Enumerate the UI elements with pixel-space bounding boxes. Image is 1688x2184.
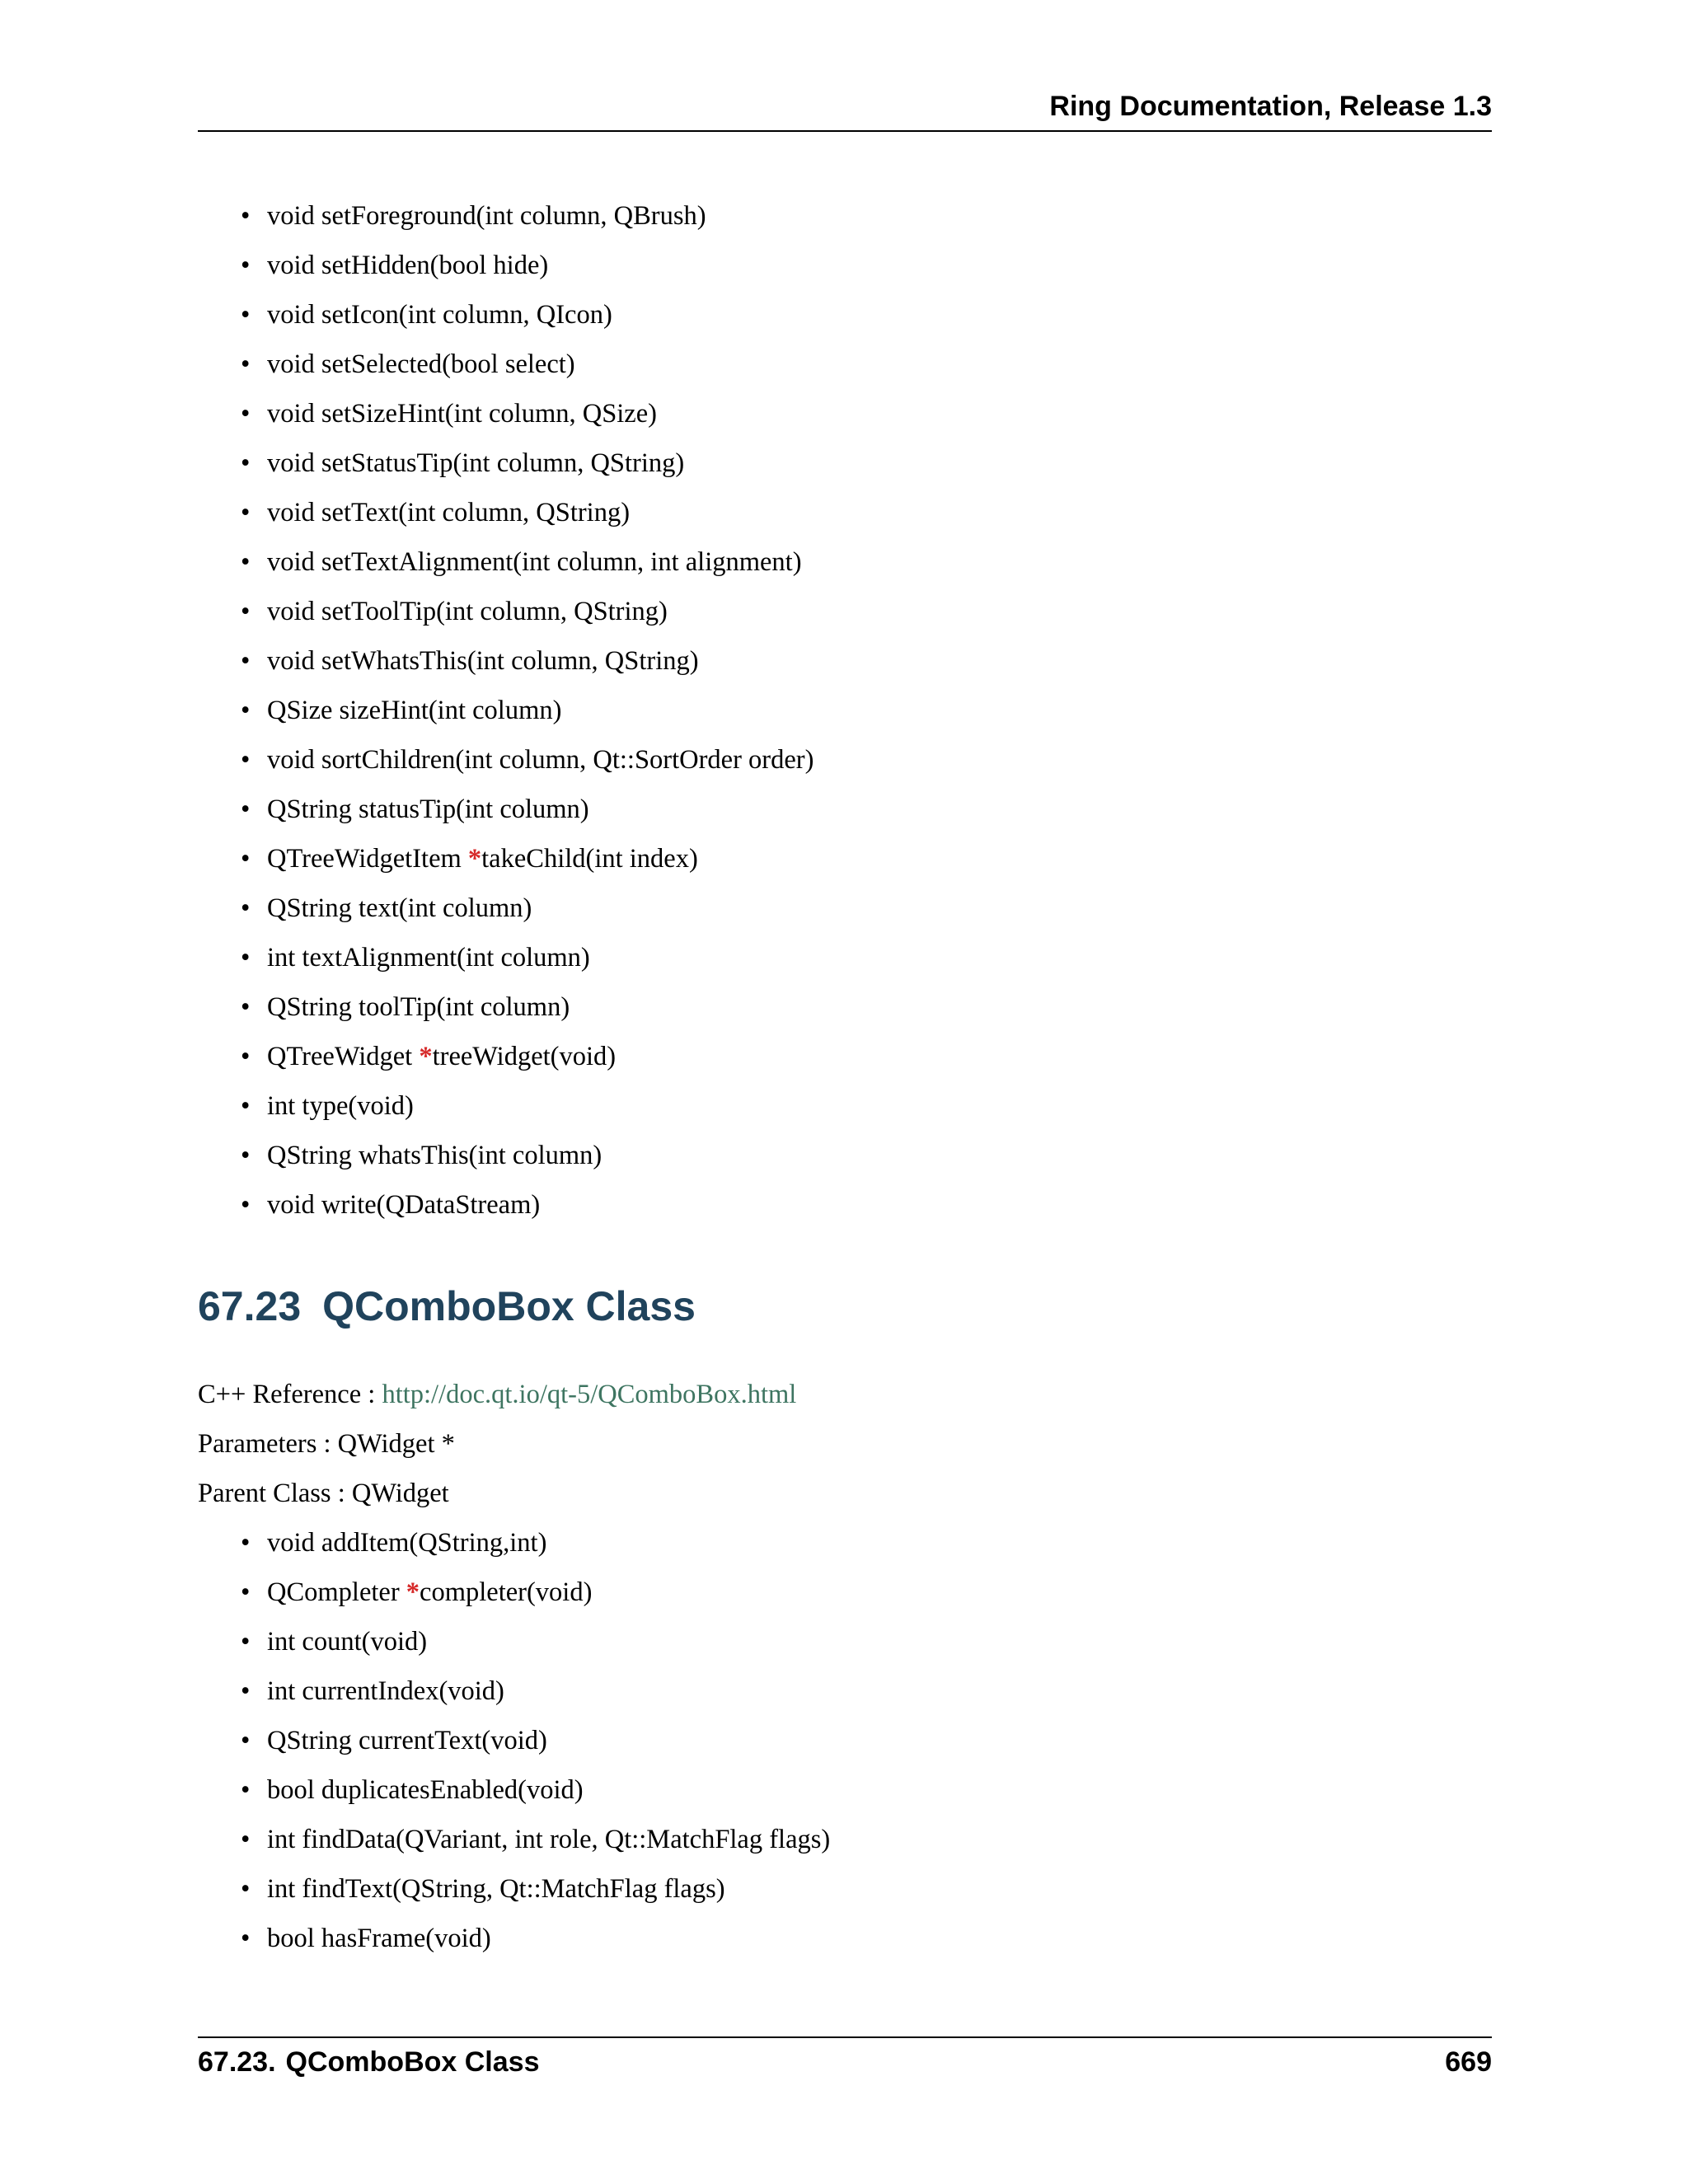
bullet-icon: •: [241, 597, 251, 626]
footer-section-number: 67.23.: [198, 2046, 276, 2078]
list-item: [241, 1876, 830, 1925]
bullet-icon: •: [241, 1924, 251, 1953]
bullet-icon: •: [241, 399, 251, 429]
method-signature: void setSelected(bool select): [267, 349, 575, 379]
method-signature: QString statusTip(int column): [267, 794, 589, 824]
method-signature: int findText(QString, Qt::MatchFlag flags): [267, 1874, 725, 1904]
method-signature: QTreeWidgetItem: [267, 844, 468, 874]
method-signature: void setForeground(int column, QBrush): [267, 201, 706, 231]
method-signature: QString whatsThis(int column): [267, 1141, 603, 1170]
method-list-top: [241, 203, 814, 1241]
list-item: [241, 1192, 814, 1241]
list-item: [241, 450, 814, 499]
method-signature: void setStatusTip(int column, QString): [267, 448, 685, 478]
parameters-line: Parameters : QWidget *: [198, 1429, 455, 1459]
footer-section: [198, 2048, 539, 2076]
bullet-icon: •: [241, 1528, 251, 1558]
method-signature: int findData(QVariant, int role, Qt::MatchFlag flags): [267, 1825, 831, 1854]
list-item: [241, 1678, 830, 1727]
method-signature: int type(void): [267, 1091, 414, 1121]
cpp-reference-link[interactable]: http://doc.qt.io/qt-5/QComboBox.html: [382, 1380, 797, 1409]
bullet-icon: •: [241, 251, 251, 280]
method-signature: int count(void): [267, 1627, 428, 1657]
method-signature: void write(QDataStream): [267, 1190, 541, 1220]
bullet-icon: •: [241, 794, 251, 824]
list-item: [241, 648, 814, 697]
method-signature: bool duplicatesEnabled(void): [267, 1775, 584, 1805]
document-title: Ring Documentation, Release 1.3: [1049, 91, 1492, 122]
list-item: [241, 1777, 830, 1826]
section-heading: [198, 1283, 696, 1329]
list-item: [241, 747, 814, 796]
page-number: 669: [1445, 2046, 1492, 2078]
method-signature-rest: takeChild(int index): [481, 844, 698, 874]
method-signature-rest: completer(void): [420, 1577, 593, 1607]
bullet-icon: •: [241, 1141, 251, 1170]
bullet-icon: •: [241, 300, 251, 330]
method-signature: void setIcon(int column, QIcon): [267, 300, 612, 330]
list-item: [241, 252, 814, 302]
method-signature: bool hasFrame(void): [267, 1924, 491, 1953]
bullet-icon: •: [241, 992, 251, 1022]
bullet-icon: •: [241, 1676, 251, 1706]
footer-section-title: QComboBox Class: [285, 2046, 540, 2078]
bullet-icon: •: [241, 547, 251, 577]
list-item: [241, 1093, 814, 1142]
method-signature: QString currentText(void): [267, 1726, 547, 1755]
bullet-icon: •: [241, 844, 251, 874]
list-item: [241, 846, 814, 895]
cpp-reference: [198, 1381, 796, 1408]
list-item: [241, 401, 814, 450]
list-item: [241, 1727, 830, 1777]
bullet-icon: •: [241, 1726, 251, 1755]
method-signature: void addItem(QString,int): [267, 1528, 547, 1558]
bullet-icon: •: [241, 1775, 251, 1805]
method-signature: void setText(int column, QString): [267, 498, 631, 527]
method-signature: QCompleter: [267, 1577, 406, 1607]
pointer-asterisk: *: [419, 1042, 433, 1071]
method-signature: int textAlignment(int column): [267, 943, 590, 972]
method-list-qcombobox: [241, 1530, 830, 1975]
list-item: [241, 697, 814, 747]
method-signature: void setHidden(bool hide): [267, 251, 549, 280]
list-item: [241, 1142, 814, 1192]
list-item: [241, 1629, 830, 1678]
list-item: [241, 1925, 830, 1975]
method-signature: int currentIndex(void): [267, 1676, 504, 1706]
method-signature: void setToolTip(int column, QString): [267, 597, 668, 626]
bullet-icon: •: [241, 1627, 251, 1657]
bullet-icon: •: [241, 943, 251, 972]
list-item: [241, 1043, 814, 1093]
list-item: [241, 796, 814, 846]
bullet-icon: •: [241, 696, 251, 725]
method-signature: void setSizeHint(int column, QSize): [267, 399, 657, 429]
parent-class-line: Parent Class : QWidget: [198, 1479, 449, 1508]
list-item: [241, 351, 814, 401]
pointer-asterisk: *: [406, 1577, 420, 1607]
bullet-icon: •: [241, 201, 251, 231]
bullet-icon: •: [241, 646, 251, 676]
method-signature: QString text(int column): [267, 893, 532, 923]
bullet-icon: •: [241, 448, 251, 478]
bullet-icon: •: [241, 745, 251, 775]
list-item: [241, 549, 814, 598]
list-item: [241, 203, 814, 252]
list-item: [241, 944, 814, 994]
list-item: [241, 598, 814, 648]
section-number: 67.23: [198, 1283, 302, 1329]
list-item: [241, 994, 814, 1043]
section-title: QComboBox Class: [322, 1283, 696, 1329]
method-signature: QSize sizeHint(int column): [267, 696, 562, 725]
bullet-icon: •: [241, 349, 251, 379]
list-item: [241, 1579, 830, 1629]
page-header: [198, 89, 1492, 132]
list-item: [241, 1826, 830, 1876]
pointer-asterisk: *: [467, 844, 482, 874]
cpp-reference-label: C++ Reference :: [198, 1380, 382, 1409]
footer-divider: [198, 2036, 1492, 2038]
bullet-icon: •: [241, 893, 251, 923]
method-signature: void setTextAlignment(int column, int alignment): [267, 547, 802, 577]
method-signature-rest: treeWidget(void): [432, 1042, 617, 1071]
bullet-icon: •: [241, 498, 251, 527]
bullet-icon: •: [241, 1042, 251, 1071]
list-item: [241, 302, 814, 351]
list-item: [241, 499, 814, 549]
method-signature: QString toolTip(int column): [267, 992, 570, 1022]
bullet-icon: •: [241, 1190, 251, 1220]
method-signature: QTreeWidget: [267, 1042, 420, 1071]
list-item: [241, 895, 814, 944]
bullet-icon: •: [241, 1091, 251, 1121]
bullet-icon: •: [241, 1874, 251, 1904]
list-item: [241, 1530, 830, 1579]
method-signature: void sortChildren(int column, Qt::SortOrder order): [267, 745, 814, 775]
bullet-icon: •: [241, 1825, 251, 1854]
bullet-icon: •: [241, 1577, 251, 1607]
method-signature: void setWhatsThis(int column, QString): [267, 646, 699, 676]
